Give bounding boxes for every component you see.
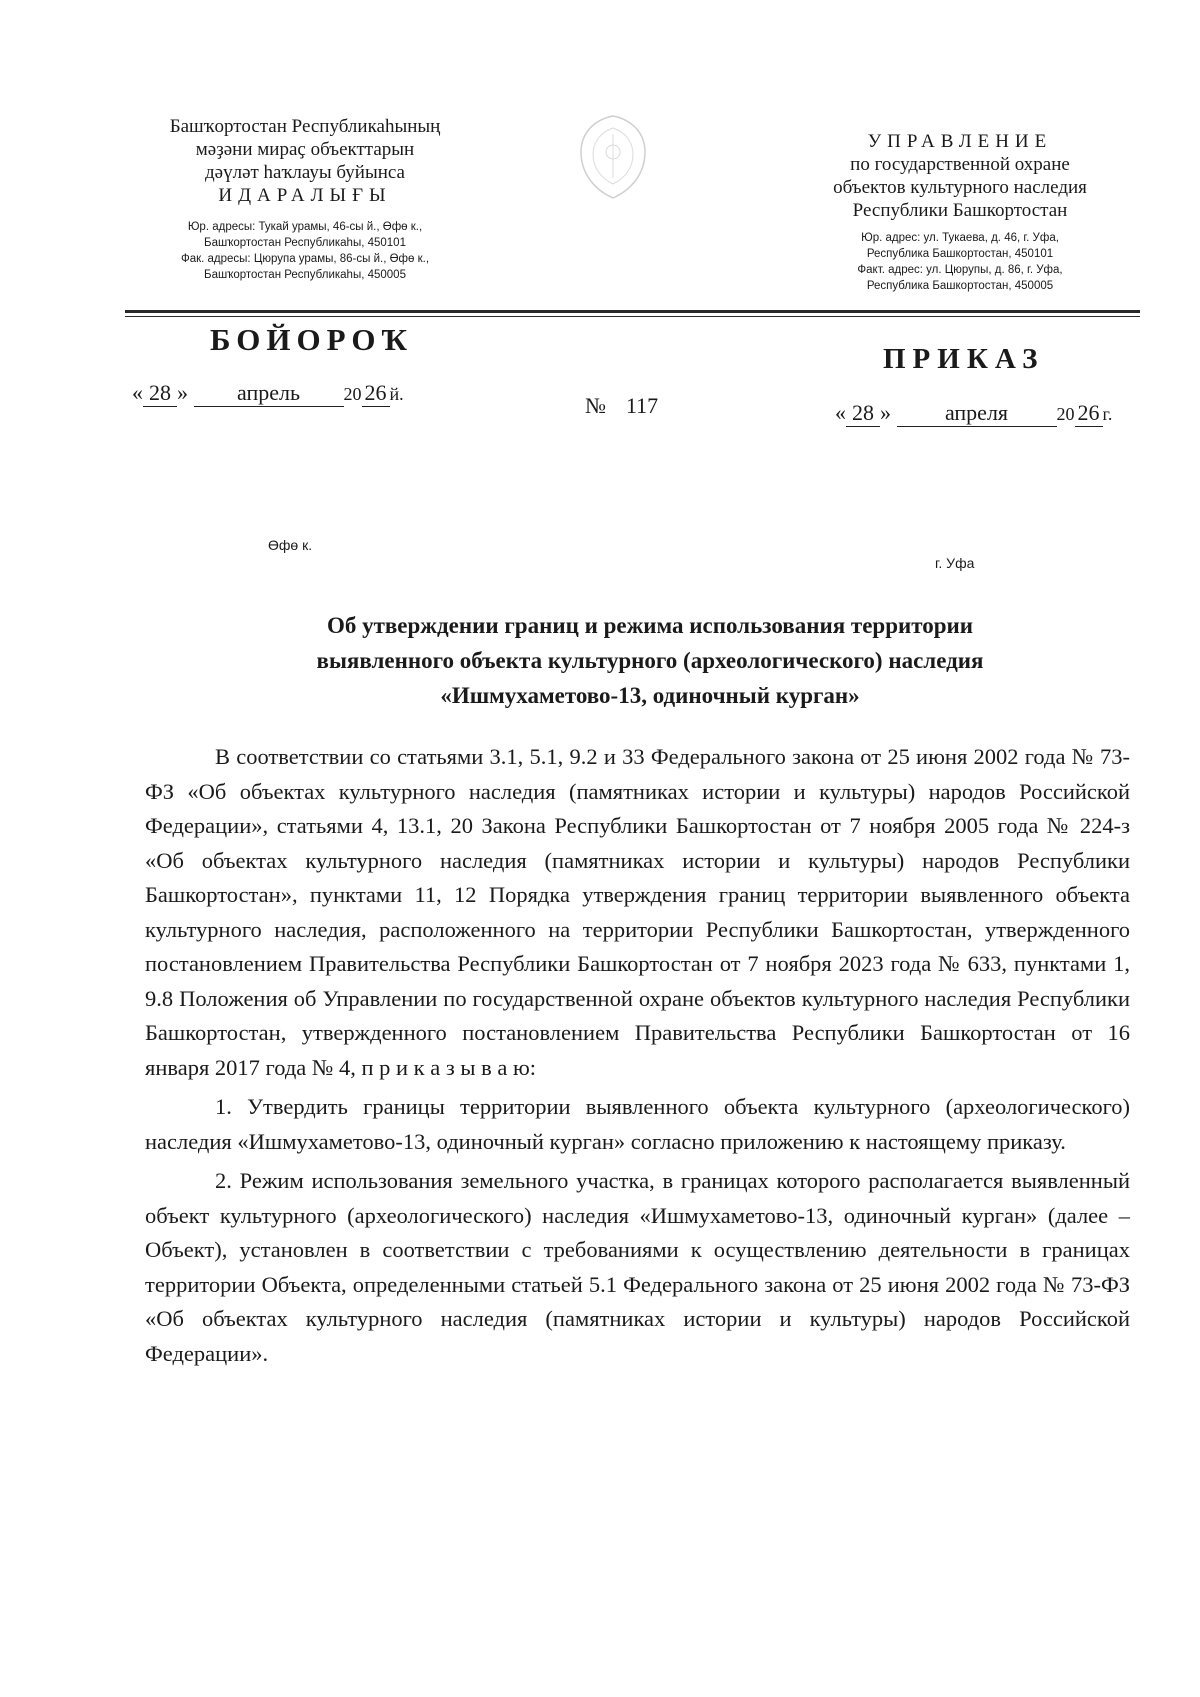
quote-close: » — [177, 380, 188, 405]
org-line: Башҡортостан Республикаһының — [169, 116, 441, 137]
header-divider-thin — [125, 316, 1140, 317]
date-year-unit: й. — [389, 384, 404, 404]
address-line: Фак. адресы: Цюрупа урамы, 86-сы й., Өфө к., — [180, 253, 430, 265]
address-block — [795, 230, 1125, 294]
coat-of-arms-emblem-icon — [575, 112, 651, 202]
title-line: Об утверждении границ и режима использования территории — [326, 613, 974, 638]
date-year-prefix: 20 — [1056, 404, 1075, 424]
date-year-suffix: 26 — [362, 380, 390, 407]
date-year-prefix: 20 — [343, 384, 362, 404]
date-year-unit: г. — [1102, 404, 1113, 424]
body-paragraph-item-2: 2. Режим использования земельного участка, в границах которого располагается выявленный объект культурного (археологического) наследия «Ишмухаметово-13, одиночный курган» (далее – Объект), установлен в соответствии с требованиями к осуществлению деятельности в границах территории Объекта, определенными статьей 5.1 Федерального закона от 25 июня 2002 года № 73-ФЗ «Об объектах культурного наследия (памятниках истории и культуры) народов Российской Федерации». — [145, 1168, 1130, 1366]
city-bashkir: Өфө к. — [268, 537, 313, 553]
address-block — [125, 219, 485, 283]
org-title: ИДАРАЛЫҒЫ — [218, 185, 392, 206]
document-body — [145, 740, 1130, 1371]
header-divider-thick — [125, 310, 1140, 313]
address-line: Юр. адресы: Тукай урамы, 46-сы й., Өфө к., — [187, 221, 423, 233]
org-line: по государственной охране — [850, 154, 1070, 175]
date-day: 28 — [143, 380, 177, 407]
number-sign: № — [585, 393, 606, 418]
order-title-russian: ПРИКАЗ — [883, 343, 1045, 375]
order-number — [585, 393, 658, 419]
org-line: объектов культурного наследия — [833, 177, 1087, 198]
date-month: апрель — [194, 380, 344, 407]
title-line: выявленного объекта культурного (археологического) наследия — [316, 648, 984, 673]
city-russian: г. Уфа — [935, 555, 975, 571]
header-left-bashkir — [125, 115, 485, 283]
title-line: «Ишмухаметово-13, одиночный курган» — [440, 683, 860, 708]
address-line: Башҡортостан Республикаһы, 450005 — [204, 269, 406, 281]
date-russian — [835, 400, 1112, 427]
header-right-russian — [795, 130, 1125, 294]
address-line: Факт. адрес: ул. Цюрупы, д. 86, г. Уфа, — [857, 264, 1063, 276]
address-line: Республика Башкортостан, 450101 — [866, 248, 1054, 260]
org-line: мәҙәни мираҫ объекттарын — [195, 139, 415, 160]
number-value: 117 — [626, 393, 659, 418]
date-day: 28 — [846, 400, 880, 427]
document-title — [200, 608, 1100, 713]
org-title: УПРАВЛЕНИЕ — [867, 131, 1053, 152]
date-bashkir — [132, 380, 404, 407]
order-title-bashkir: БОЙОРОҠ — [210, 322, 414, 357]
date-year-suffix: 26 — [1075, 400, 1103, 427]
org-line: Республики Башкортостан — [852, 200, 1068, 221]
quote-close: » — [880, 400, 891, 425]
body-paragraph-item-1: 1. Утвердить границы территории выявленного объекта культурного (археологического) наследия «Ишмухаметово-13, одиночный курган» согласно приложению к настоящему приказу. — [145, 1094, 1130, 1154]
body-paragraph-preamble: В соответствии со статьями 3.1, 5.1, 9.2 и 33 Федерального закона от 25 июня 2002 года № 73-ФЗ «Об объектах культурного наследия (памятниках истории и культуры) народов Российской Федерации», статьями 4, 13.1, 20 Закона Республики Башкортостан от 7 ноября 2005 года № 224-з «Об объектах культурного наследия (памятниках истории и культуры) народов Республики Башкортостан», пунктами 11, 12 Порядка утверждения границ территории выявленного объекта культурного наследия, расположенного на территории Республики Башкортостан, утвержденного постановлением Правительства Республики Башкортостан от 7 ноября 2023 года № 633, пунктами 1, 9.8 Положения об Управлении по государственной охране объектов культурного наследия Республики Башкортостан, утвержденного постановлением Правительства Республики Башкортостан от 16 января 2017 года № 4, п р и к а з ы в а ю: — [145, 744, 1130, 1080]
quote-open: « — [835, 400, 846, 425]
address-line: Юр. адрес: ул. Тукаева, д. 46, г. Уфа, — [861, 232, 1059, 244]
quote-open: « — [132, 380, 143, 405]
date-month: апреля — [897, 400, 1057, 427]
org-line: дәүләт һаҡлауы буйынса — [204, 162, 405, 183]
address-line: Республика Башкортостан, 450005 — [866, 280, 1054, 292]
address-line: Башҡортостан Республикаһы, 450101 — [204, 237, 406, 249]
